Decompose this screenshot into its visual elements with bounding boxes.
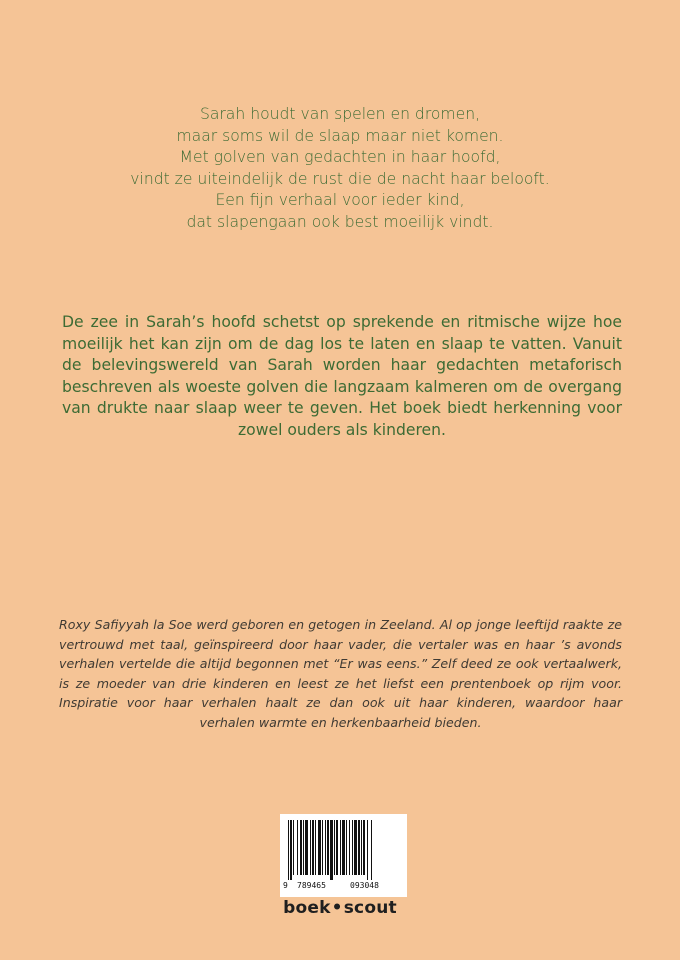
barcode-bar	[358, 820, 360, 875]
publisher-name-part2: scout	[343, 898, 397, 918]
barcode-bar	[300, 820, 302, 875]
barcode-bar	[318, 820, 321, 875]
barcode-bar	[336, 820, 338, 875]
barcode-bar	[312, 820, 314, 875]
author-bio: Roxy Safiyyah la Soe werd geboren en getogen in Zeeland. Al op jonge leeftijd raakte ze vertrouwd met taal, geïnspireerd door haar vader, die vertaler was en haar ’s avonds verhalen vertelde die altijd begonnen met “Er was eens.” Zelf deed ze ook vertaalwerk, is ze moeder van drie kinderen en leest ze het liefst een prentenboek op rijm voor. Inspiratie voor haar verhalen haalt ze dan ook uit haar kinderen, waardoor haar verhalen warmte en herkenbaarheid bieden.	[59, 617, 622, 730]
barcode-bar	[315, 820, 316, 875]
barcode-bar	[297, 820, 298, 875]
barcode-bar	[349, 820, 350, 875]
barcode-bar	[322, 820, 323, 875]
book-description: De zee in Sarah’s hoofd schetst op sprekende en ritmische wijze hoe moeilijk het kan zijn om de dag los te laten en slaap te vatten. Vanuit de belevingswereld van Sarah worden haar gedachten metaforisch beschreven als woeste golven die langzaam kalmeren om de overgang van drukte naar slaap weer te geven. Het boek biedt herkenning voor zowel ouders als kinderen.	[62, 313, 622, 439]
isbn-group-1: 789465	[297, 881, 326, 890]
barcode-bar	[340, 820, 341, 875]
isbn-lead-digit: 9	[283, 881, 288, 890]
isbn-group-2: 093048	[350, 881, 379, 890]
barcode-bar	[334, 820, 335, 875]
barcode-bar	[367, 820, 368, 880]
poem-line: Met golven van gedachten in haar hoofd,	[179, 148, 501, 166]
poem-line: dat slapengaan ook best moeilijk vindt.	[186, 212, 494, 231]
poem-line: Een fijn verhaal voor ieder kind,	[215, 191, 465, 209]
poem-line: vindt ze uiteindelijk de rust die de nacht haar belooft.	[130, 169, 550, 188]
publisher-name-part1: boek	[283, 898, 331, 918]
barcode-bar	[310, 820, 311, 875]
barcode-bar	[352, 820, 353, 875]
barcode-bar	[290, 820, 292, 880]
barcode-bar	[303, 820, 304, 875]
isbn-barcode	[280, 814, 407, 897]
poem-line: maar soms wil de slaap maar niet komen.	[176, 126, 504, 145]
barcode-bar	[354, 820, 357, 875]
barcode-bar	[346, 820, 347, 875]
poem-line: Sarah houdt van spelen en dromen,	[199, 105, 481, 123]
poem-stanza	[0, 104, 680, 233]
barcode-bar	[330, 820, 333, 880]
barcode-bar	[288, 820, 289, 880]
barcode-bar	[325, 820, 326, 875]
barcode-bar	[305, 820, 308, 875]
publisher-logo	[265, 898, 415, 918]
barcode-bars	[286, 820, 401, 880]
publisher-separator: •	[331, 898, 343, 918]
barcode-bar	[361, 820, 362, 875]
barcode-bar	[363, 820, 365, 875]
barcode-bar	[371, 820, 372, 880]
barcode-bar	[327, 820, 329, 875]
barcode-bar	[293, 820, 294, 875]
barcode-bar	[342, 820, 345, 875]
